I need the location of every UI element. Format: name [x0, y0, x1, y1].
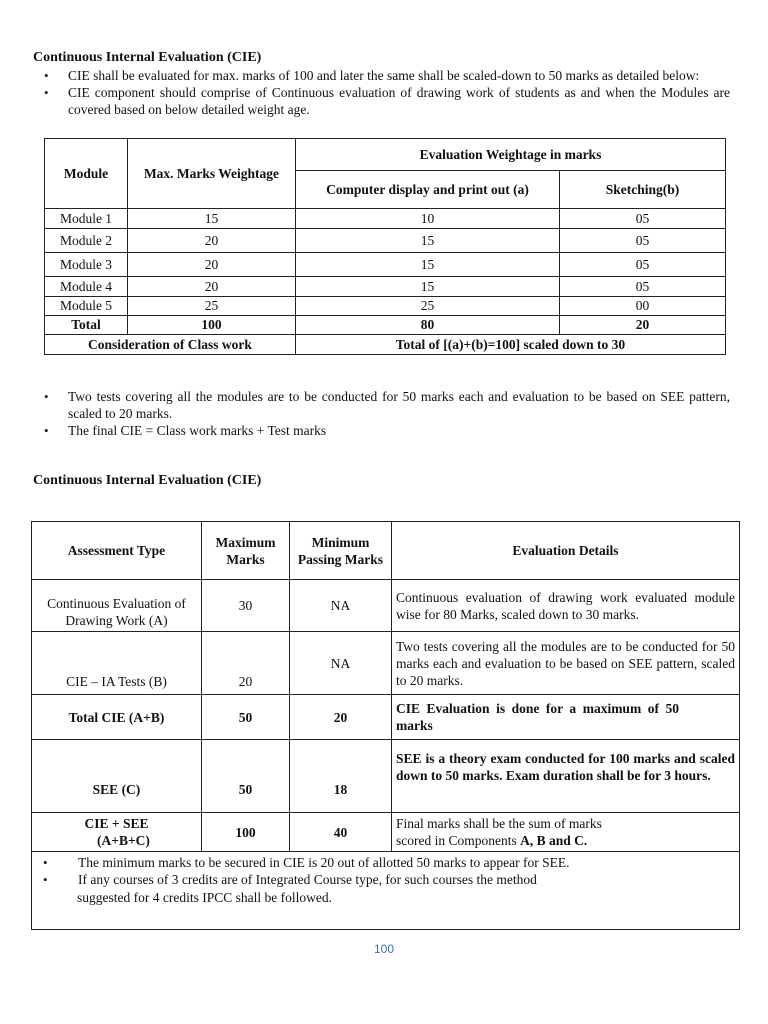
table-row	[45, 277, 726, 297]
cell-b: 05	[560, 277, 726, 297]
cell-max: 15	[128, 209, 296, 229]
cell-type: Continuous Evaluation of Drawing Work (A)	[32, 580, 202, 632]
list-item: • If any courses of 3 credits are of Integrated Course type, for such courses the method	[32, 871, 632, 888]
notes-continuation: suggested for 4 credits IPCC shall be followed.	[77, 890, 332, 905]
cell-total-label: Total	[45, 316, 128, 335]
cell-type: CIE – IA Tests (B)	[32, 632, 202, 695]
cell-type-line2: (A+B+C)	[97, 833, 150, 848]
section-heading-cie: Continuous Internal Evaluation (CIE)	[33, 50, 262, 65]
details-line2	[396, 832, 735, 849]
col-header-max-marks: Max. Marks Weightage	[128, 139, 296, 209]
cell-details: CIE Evaluation is done for a maximum of 50 marks	[392, 695, 740, 740]
cell-b: 00	[560, 297, 726, 316]
cell-classwork: Consideration of Class work	[45, 335, 296, 355]
list-item: • CIE component should comprise of Continuous evaluation of drawing work of students as and when the Modules are covered based on below detailed weight age.	[33, 84, 730, 118]
table-row-footer	[45, 335, 726, 355]
table-row	[45, 209, 726, 229]
list-item: • The minimum marks to be secured in CIE is 20 out of allotted 50 marks to appear for SEE.	[32, 854, 632, 871]
table-row	[45, 229, 726, 253]
list-item: • CIE shall be evaluated for max. marks of 100 and later the same shall be scaled-down to 50 marks as detailed below:	[33, 67, 730, 84]
cell-details	[392, 813, 740, 852]
table-row-notes	[32, 852, 740, 930]
cell-max: 20	[128, 253, 296, 277]
cell-min: NA	[290, 580, 392, 632]
col-header-eval-weightage: Evaluation Weightage in marks	[296, 139, 726, 171]
cell-min: 18	[290, 740, 392, 813]
cell-a: 10	[296, 209, 560, 229]
section-heading-cie-2: Continuous Internal Evaluation (CIE)	[33, 473, 262, 488]
list-item: • The final CIE = Class work marks + Test marks	[33, 422, 730, 439]
col-header-assessment-type: Assessment Type	[32, 522, 202, 580]
cell-type: SEE (C)	[32, 740, 202, 813]
table-row	[45, 253, 726, 277]
module-weightage-table	[44, 138, 726, 355]
cell-type	[32, 813, 202, 852]
cell-total-scaled: Total of [(a)+(b)=100] scaled down to 30	[296, 335, 726, 355]
table-row	[32, 740, 740, 813]
col-header-sketching: Sketching(b)	[560, 171, 726, 209]
cell-module: Module 2	[45, 229, 128, 253]
cell-max: 100	[202, 813, 290, 852]
table-row	[32, 695, 740, 740]
cell-notes	[32, 852, 740, 930]
cell-max: 20	[202, 632, 290, 695]
notes-list	[32, 854, 632, 888]
cell-details: Two tests covering all the modules are to be conducted for 50 marks each and evaluation to be based on SEE pattern, scaled to 20 marks.	[392, 632, 740, 695]
cell-total-a: 80	[296, 316, 560, 335]
cell-module: Module 4	[45, 277, 128, 297]
details-line2-text: scored in Components	[396, 833, 521, 848]
cie-intro-bullets	[33, 67, 730, 118]
table-row	[32, 813, 740, 852]
cell-min: 20	[290, 695, 392, 740]
details-line1: Final marks shall be the sum of marks	[396, 816, 602, 831]
cell-total-max: 100	[128, 316, 296, 335]
cell-details: SEE is a theory exam conducted for 100 marks and scaled down to 50 marks. Exam duration shall be for 3 hours.	[392, 740, 740, 813]
cell-a: 15	[296, 253, 560, 277]
col-header-module: Module	[45, 139, 128, 209]
cell-details: Continuous evaluation of drawing work evaluated module wise for 80 Marks, scaled down to 30 marks.	[392, 580, 740, 632]
cell-module: Module 5	[45, 297, 128, 316]
cell-max: 20	[128, 229, 296, 253]
cell-module: Module 1	[45, 209, 128, 229]
cell-total-b: 20	[560, 316, 726, 335]
cell-min: 40	[290, 813, 392, 852]
details-line2-bold: A, B and C.	[520, 833, 588, 848]
cell-type: Total CIE (A+B)	[32, 695, 202, 740]
col-header-maximum-marks: Maximum Marks	[202, 522, 290, 580]
cell-b: 05	[560, 253, 726, 277]
cell-b: 05	[560, 209, 726, 229]
tests-bullets	[33, 388, 730, 439]
cell-module: Module 3	[45, 253, 128, 277]
cell-type-line1: CIE + SEE	[84, 816, 149, 831]
cell-max: 50	[202, 695, 290, 740]
cell-max: 50	[202, 740, 290, 813]
cell-max: 30	[202, 580, 290, 632]
cell-min: NA	[290, 632, 392, 695]
list-item: • Two tests covering all the modules are to be conducted for 50 marks each and evaluation to be based on SEE pattern, scaled to 20 marks.	[33, 388, 730, 422]
table-row	[32, 632, 740, 695]
cell-a: 15	[296, 277, 560, 297]
table-row-total	[45, 316, 726, 335]
cell-a: 15	[296, 229, 560, 253]
cell-max: 20	[128, 277, 296, 297]
col-header-eval-details: Evaluation Details	[392, 522, 740, 580]
cell-max: 25	[128, 297, 296, 316]
cell-b: 05	[560, 229, 726, 253]
page-number: 100	[373, 942, 395, 956]
assessment-table	[31, 521, 740, 930]
col-header-computer-display: Computer display and print out (a)	[296, 171, 560, 209]
table-row	[32, 580, 740, 632]
col-header-minimum-marks: Minimum Passing Marks	[290, 522, 392, 580]
table-row	[45, 297, 726, 316]
cell-a: 25	[296, 297, 560, 316]
